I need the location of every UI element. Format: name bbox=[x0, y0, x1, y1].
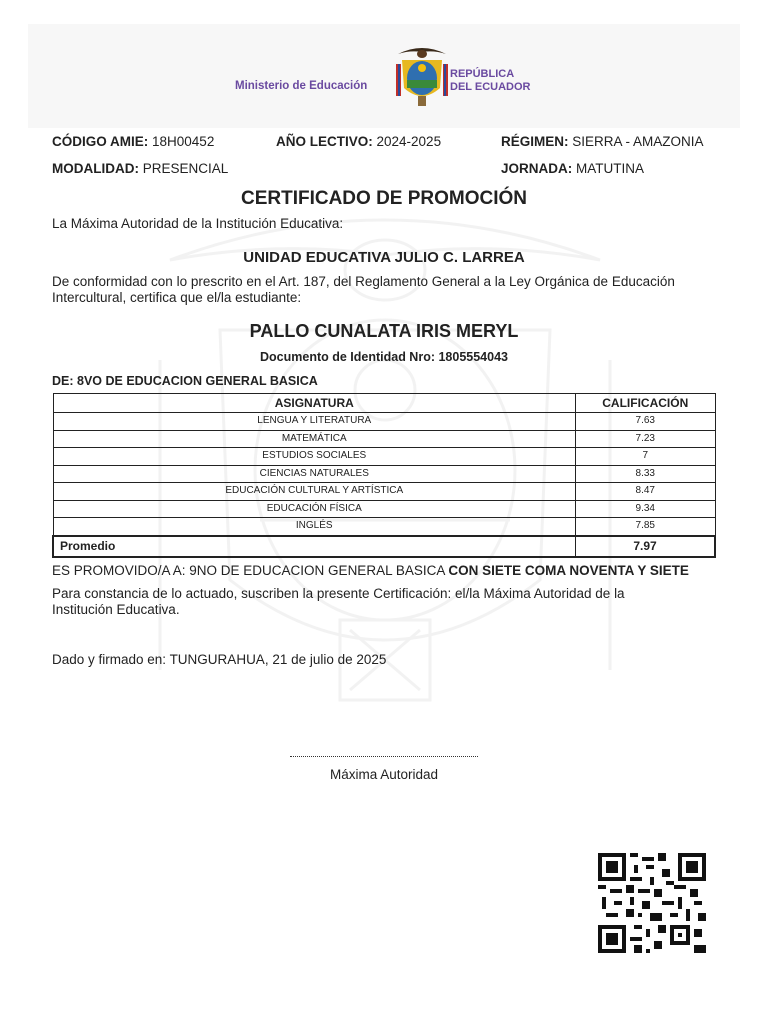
constancia-text bbox=[52, 586, 625, 618]
grade-cell: 7.23 bbox=[576, 430, 716, 448]
signature-line bbox=[290, 756, 478, 757]
ministry-name: Ministerio de Educación bbox=[235, 80, 368, 92]
table-row bbox=[53, 448, 715, 466]
promoted-words: CON SIETE COMA NOVENTA Y SIETE bbox=[448, 563, 689, 578]
average-row bbox=[53, 536, 715, 557]
promotion-statement bbox=[52, 563, 689, 579]
subject-cell: LENGUA Y LITERATURA bbox=[53, 413, 576, 431]
signature-label: Máxima Autoridad bbox=[329, 767, 439, 782]
subject-header: ASIGNATURA bbox=[53, 394, 576, 413]
modalidad bbox=[52, 161, 228, 176]
average-value: 7.97 bbox=[576, 536, 716, 557]
institution-name: UNIDAD EDUCATIVA JULIO C. LARREA bbox=[243, 249, 525, 266]
table-row bbox=[53, 413, 715, 431]
qr-code-icon bbox=[598, 853, 706, 953]
subject-cell: EDUCACIÓN CULTURAL Y ARTÍSTICA bbox=[53, 483, 576, 501]
table-row bbox=[53, 500, 715, 518]
grade-header: CALIFICACIÓN bbox=[576, 394, 716, 413]
regimen-value: SIERRA - AMAZONIA bbox=[572, 134, 704, 149]
codigo-amie bbox=[52, 134, 214, 149]
average-label: Promedio bbox=[53, 536, 576, 557]
regimen bbox=[501, 134, 704, 149]
id-document: Documento de Identidad Nro: 1805554043 bbox=[260, 350, 508, 364]
subject-cell: CIENCIAS NATURALES bbox=[53, 465, 576, 483]
subject-cell: ESTUDIOS SOCIALES bbox=[53, 448, 576, 466]
table-row bbox=[53, 465, 715, 483]
regimen-label: RÉGIMEN: bbox=[501, 134, 569, 149]
grade-cell: 8.47 bbox=[576, 483, 716, 501]
constancia-line1: Para constancia de lo actuado, suscriben la presente Certificación: el/la Máxima Autoridad de la bbox=[52, 586, 625, 601]
grade-cell: 7 bbox=[576, 448, 716, 466]
promoted-prefix: ES PROMOVIDO/A A: 9NO DE EDUCACION GENERAL BASICA bbox=[52, 563, 445, 578]
grade-cell: 9.34 bbox=[576, 500, 716, 518]
subject-cell: MATEMÁTICA bbox=[53, 430, 576, 448]
grade-cell: 7.63 bbox=[576, 413, 716, 431]
table-row bbox=[53, 430, 715, 448]
authority-intro: La Máxima Autoridad de la Institución Educativa: bbox=[52, 216, 344, 231]
republic-name bbox=[450, 68, 530, 94]
subject-cell: INGLÉS bbox=[53, 518, 576, 536]
table-row bbox=[53, 483, 715, 501]
modalidad-value: PRESENCIAL bbox=[142, 161, 229, 176]
certificate-title: CERTIFICADO DE PROMOCIÓN bbox=[240, 188, 528, 209]
jornada bbox=[501, 161, 644, 176]
republic-line1: REPÚBLICA bbox=[450, 68, 515, 80]
signed-at: Dado y firmado en: TUNGURAHUA, 21 de julio de 2025 bbox=[52, 652, 387, 667]
subject-cell: EDUCACIÓN FÍSICA bbox=[53, 500, 576, 518]
header-band bbox=[28, 24, 740, 128]
codigo-value: 18H00452 bbox=[152, 134, 215, 149]
grade-cell: 8.33 bbox=[576, 465, 716, 483]
grades-table bbox=[52, 393, 716, 558]
jornada-label: JORNADA: bbox=[501, 161, 573, 176]
ecuador-coat-of-arms-icon bbox=[394, 44, 450, 108]
student-name: PALLO CUNALATA IRIS MERYL bbox=[249, 321, 519, 341]
level: DE: 8VO DE EDUCACION GENERAL BASICA bbox=[52, 374, 318, 388]
codigo-label: CÓDIGO AMIE: bbox=[52, 134, 149, 149]
anio-label: AÑO LECTIVO: bbox=[276, 134, 373, 149]
jornada-value: MATUTINA bbox=[576, 161, 645, 176]
legal-text bbox=[52, 274, 675, 306]
table-row bbox=[53, 518, 715, 536]
modalidad-label: MODALIDAD: bbox=[52, 161, 139, 176]
legal-line2: Intercultural, certifica que el/la estudiante: bbox=[52, 290, 302, 305]
legal-line1: De conformidad con lo prescrito en el Art. 187, del Reglamento General a la Ley Orgánica de Educación bbox=[52, 274, 675, 289]
grade-cell: 7.85 bbox=[576, 518, 716, 536]
table-header-row bbox=[53, 394, 715, 413]
anio-lectivo bbox=[276, 134, 441, 149]
republic-line2: DEL ECUADOR bbox=[450, 81, 531, 93]
anio-value: 2024-2025 bbox=[376, 134, 442, 149]
constancia-line2: Institución Educativa. bbox=[52, 602, 180, 617]
